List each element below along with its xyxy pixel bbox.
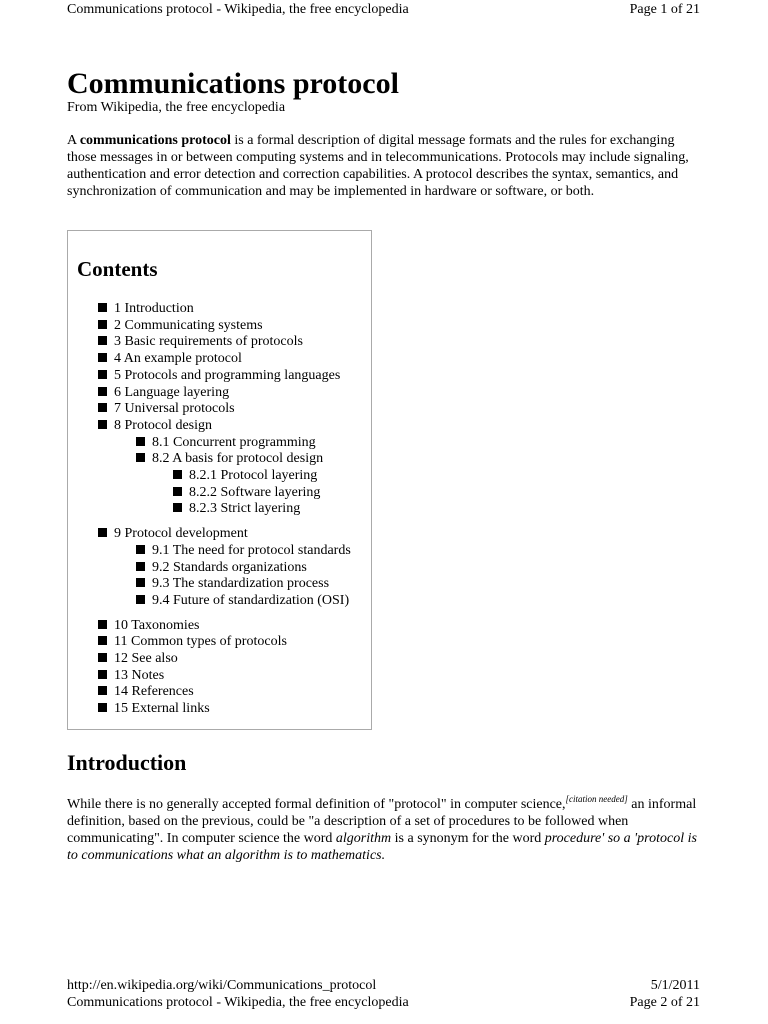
toc-subitem[interactable]: 8.2 A basis for protocol design (98, 451, 351, 468)
bullet-icon (173, 487, 182, 496)
bullet-icon (98, 703, 107, 712)
toc-item[interactable]: 6 Language layering (98, 385, 351, 402)
toc-item[interactable]: 11 Common types of protocols (98, 634, 351, 651)
bullet-icon (173, 503, 182, 512)
introduction-paragraph: While there is no generally accepted formal definition of "protocol" in computer science,[citation needed] an informal definition, based on the previous, could be "a description of a set of procedures to be followed when communicating". In computer science the word algorithm is a synonym for the word procedure' so a 'protocol is to communications what an algorithm is to mathematics. (67, 794, 697, 863)
bullet-icon (98, 670, 107, 679)
bullet-icon (98, 686, 107, 695)
bullet-icon (136, 562, 145, 571)
bullet-icon (98, 653, 107, 662)
toc-subitem[interactable]: 9.3 The standardization process (98, 576, 351, 593)
print-footer-url: http://en.wikipedia.org/wiki/Communications_protocol (67, 978, 377, 993)
bullet-icon (98, 387, 107, 396)
bullet-icon (136, 545, 145, 554)
toc-subsubitem[interactable]: 8.2.1 Protocol layering (98, 468, 351, 485)
bullet-icon (136, 595, 145, 604)
toc-subitem[interactable]: 9.1 The need for protocol standards (98, 543, 351, 560)
toc-item[interactable]: 8 Protocol design (98, 418, 351, 435)
section-heading-introduction: Introduction (67, 750, 187, 775)
page-subtitle: From Wikipedia, the free encyclopedia (67, 100, 286, 115)
bullet-icon (98, 320, 107, 329)
toc-subsubitem[interactable]: 8.2.2 Software layering (98, 485, 351, 502)
bullet-icon (136, 453, 145, 462)
bullet-icon (98, 528, 107, 537)
toc-item[interactable]: 10 Taxonomies (98, 618, 351, 635)
bullet-icon (136, 437, 145, 446)
toc-item[interactable]: 7 Universal protocols (98, 401, 351, 418)
bullet-icon (98, 636, 107, 645)
intro-term: communications protocol (79, 133, 231, 148)
toc-item[interactable]: 12 See also (98, 651, 351, 668)
toc-item[interactable]: 1 Introduction (98, 301, 351, 318)
bullet-icon (98, 353, 107, 362)
intro-paragraph: A communications protocol is a formal description of digital message formats and the rules for exchanging those messages in or between computing systems and in telecommunications. Protocols may include signaling, authentication and error detection and correction capabilities. A protocol describes the syntax, semantics, and synchronization of communication and may be implemented in hardware or software, or both. (67, 133, 689, 199)
bullet-icon (136, 578, 145, 587)
toc-subitem[interactable]: 9.4 Future of standardization (OSI) (98, 593, 351, 610)
print-footer-date: 5/1/2011 (650, 978, 700, 993)
bullet-icon (98, 420, 107, 429)
bullet-icon (98, 370, 107, 379)
toc-item[interactable]: 15 External links (98, 701, 351, 718)
bullet-icon (98, 620, 107, 629)
bullet-icon (98, 303, 107, 312)
toc-subsubitem[interactable]: 8.2.3 Strict layering (98, 501, 351, 518)
print-header-title-page2: Communications protocol - Wikipedia, the free encyclopedia (67, 995, 409, 1010)
print-header-page2: Page 2 of 21 (629, 995, 700, 1010)
table-of-contents (67, 230, 372, 730)
bullet-icon (98, 336, 107, 345)
toc-subitem[interactable]: 9.2 Standards organizations (98, 560, 351, 577)
toc-list (98, 301, 351, 718)
citation-needed-link[interactable]: [citation needed] (565, 794, 628, 804)
toc-item[interactable]: 14 References (98, 684, 351, 701)
toc-title: Contents (77, 257, 158, 281)
bullet-icon (173, 470, 182, 479)
toc-item[interactable]: 5 Protocols and programming languages (98, 368, 351, 385)
toc-item[interactable]: 4 An example protocol (98, 351, 351, 368)
print-header-page: Page 1 of 21 (629, 2, 700, 17)
toc-item[interactable]: 3 Basic requirements of protocols (98, 334, 351, 351)
print-header-title: Communications protocol - Wikipedia, the free encyclopedia (67, 2, 409, 17)
toc-item[interactable]: 13 Notes (98, 668, 351, 685)
bullet-icon (98, 403, 107, 412)
toc-item[interactable]: 2 Communicating systems (98, 318, 351, 335)
toc-subitem[interactable]: 8.1 Concurrent programming (98, 435, 351, 452)
toc-item[interactable]: 9 Protocol development (98, 526, 351, 543)
page-title: Communications protocol (67, 67, 399, 100)
